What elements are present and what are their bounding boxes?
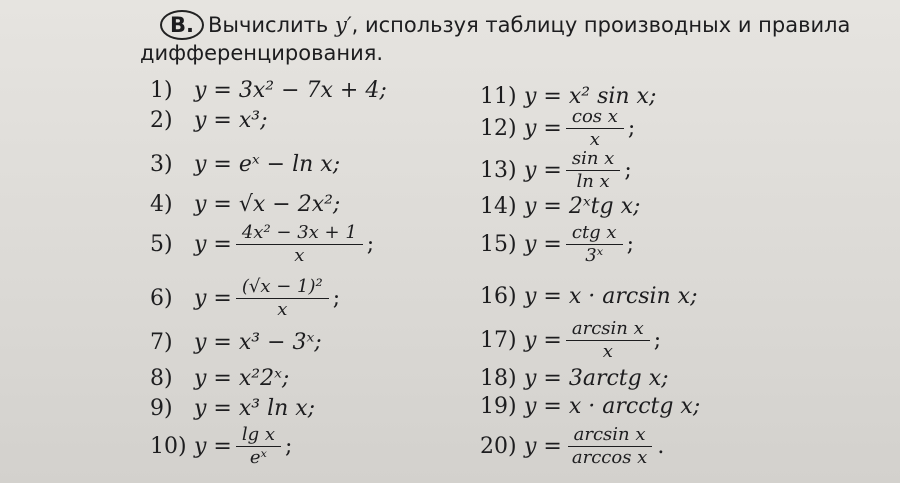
item-formula: y = 3arctg x; bbox=[524, 366, 669, 391]
item-lhs: y = bbox=[194, 231, 232, 257]
item-number: 6) bbox=[150, 285, 173, 311]
exercise-item-5 bbox=[150, 222, 374, 267]
item-tail: ; bbox=[626, 231, 634, 257]
item-formula: y = x³ ln x; bbox=[194, 396, 316, 421]
item-formula: y = x · arcsin x; bbox=[524, 284, 698, 309]
item-number: 9) bbox=[150, 396, 173, 421]
fraction-numerator: lg x bbox=[236, 424, 281, 447]
item-number: 4) bbox=[150, 192, 173, 217]
item-formula: y = x³ − 3ˣ; bbox=[194, 330, 322, 355]
fraction-numerator: 4x² − 3x + 1 bbox=[236, 222, 363, 245]
exercise-item-3 bbox=[150, 152, 340, 178]
item-fraction bbox=[236, 276, 329, 321]
exercise-item-20 bbox=[480, 424, 664, 469]
item-number: 11) bbox=[480, 84, 517, 109]
item-number: 20) bbox=[480, 433, 517, 459]
item-lhs: y = bbox=[524, 433, 562, 459]
item-formula: y = 2ˣtg x; bbox=[524, 194, 641, 219]
item-number: 15) bbox=[480, 231, 517, 257]
fraction-denominator: x bbox=[294, 245, 305, 266]
item-lhs: y = bbox=[524, 157, 562, 183]
exercise-item-7 bbox=[150, 330, 322, 356]
task-header bbox=[140, 10, 860, 66]
exercise-item-8 bbox=[150, 366, 289, 392]
derivative-symbol: y′ bbox=[334, 13, 352, 37]
fraction-numerator: arcsin x bbox=[568, 424, 652, 447]
item-number: 8) bbox=[150, 366, 173, 391]
item-number: 12) bbox=[480, 115, 517, 141]
item-number: 7) bbox=[150, 330, 173, 355]
item-lhs: y = bbox=[194, 285, 232, 311]
item-fraction bbox=[236, 222, 363, 267]
item-formula: y = x · arcctg x; bbox=[524, 394, 701, 419]
item-formula: y = eˣ − ln x; bbox=[194, 152, 341, 177]
exercise-item-18 bbox=[480, 366, 669, 392]
item-number: 18) bbox=[480, 366, 517, 391]
exercise-item-13 bbox=[480, 148, 632, 193]
item-tail: ; bbox=[624, 157, 632, 183]
exercise-item-10 bbox=[150, 424, 292, 469]
fraction-numerator: cos x bbox=[566, 106, 624, 129]
exercise-item-15 bbox=[480, 222, 634, 267]
fraction-denominator: ln x bbox=[576, 171, 610, 192]
item-tail: ; bbox=[366, 231, 375, 257]
item-formula: y = x³; bbox=[194, 108, 268, 133]
item-fraction bbox=[236, 424, 281, 469]
item-tail: ; bbox=[653, 327, 662, 353]
item-number: 2) bbox=[150, 108, 173, 133]
exercise-item-19 bbox=[480, 394, 700, 420]
fraction-numerator: sin x bbox=[566, 148, 620, 171]
task-title: Вычислить bbox=[207, 13, 329, 37]
item-fraction bbox=[566, 222, 623, 267]
exercise-item-14 bbox=[480, 194, 640, 220]
fraction-denominator: x bbox=[277, 299, 288, 320]
item-formula: y = 3x² − 7x + 4; bbox=[194, 78, 387, 103]
item-lhs: y = bbox=[524, 115, 562, 141]
item-number: 3) bbox=[150, 152, 173, 177]
task-title-line2: дифференцирования. bbox=[140, 41, 384, 65]
fraction-denominator: arccos x bbox=[571, 447, 648, 468]
task-badge: В. bbox=[160, 10, 204, 40]
fraction-denominator: x bbox=[589, 129, 600, 150]
fraction-numerator: (√x − 1)² bbox=[236, 276, 329, 299]
exercise-item-4 bbox=[150, 192, 340, 218]
item-number: 16) bbox=[480, 284, 517, 309]
exercise-item-6 bbox=[150, 276, 340, 321]
exercise-item-12 bbox=[480, 106, 635, 151]
fraction-numerator: arcsin x bbox=[566, 318, 650, 341]
exercise-item-16 bbox=[480, 284, 698, 310]
item-number: 10) bbox=[150, 433, 187, 459]
exercise-item-9 bbox=[150, 396, 315, 422]
exercise-item-17 bbox=[480, 318, 661, 363]
item-lhs: y = bbox=[194, 433, 232, 459]
exercise-item-1 bbox=[150, 78, 387, 104]
item-number: 14) bbox=[480, 194, 517, 219]
item-tail: . bbox=[657, 433, 665, 459]
item-formula: y = x² sin x; bbox=[524, 84, 657, 109]
exercise-item-2 bbox=[150, 108, 268, 134]
item-formula: y = x²2ˣ; bbox=[194, 366, 290, 391]
item-fraction bbox=[566, 106, 624, 151]
fraction-denominator: eˣ bbox=[249, 447, 267, 468]
item-number: 19) bbox=[480, 394, 517, 419]
fraction-denominator: 3ˣ bbox=[585, 245, 604, 266]
fraction-numerator: ctg x bbox=[566, 222, 623, 245]
item-tail: ; bbox=[627, 115, 636, 141]
item-number: 13) bbox=[480, 157, 517, 183]
item-number: 17) bbox=[480, 327, 517, 353]
item-number: 5) bbox=[150, 231, 173, 257]
item-formula: y = √x − 2x²; bbox=[194, 192, 341, 217]
item-number: 1) bbox=[150, 78, 173, 103]
item-lhs: y = bbox=[524, 231, 562, 257]
item-fraction bbox=[566, 148, 620, 193]
item-fraction bbox=[566, 424, 653, 469]
task-title-rest: , используя таблицу производных и правила bbox=[351, 13, 851, 37]
fraction-denominator: x bbox=[602, 341, 613, 362]
item-lhs: y = bbox=[524, 327, 562, 353]
item-tail: ; bbox=[285, 433, 293, 459]
item-tail: ; bbox=[332, 285, 341, 311]
item-fraction bbox=[566, 318, 650, 363]
